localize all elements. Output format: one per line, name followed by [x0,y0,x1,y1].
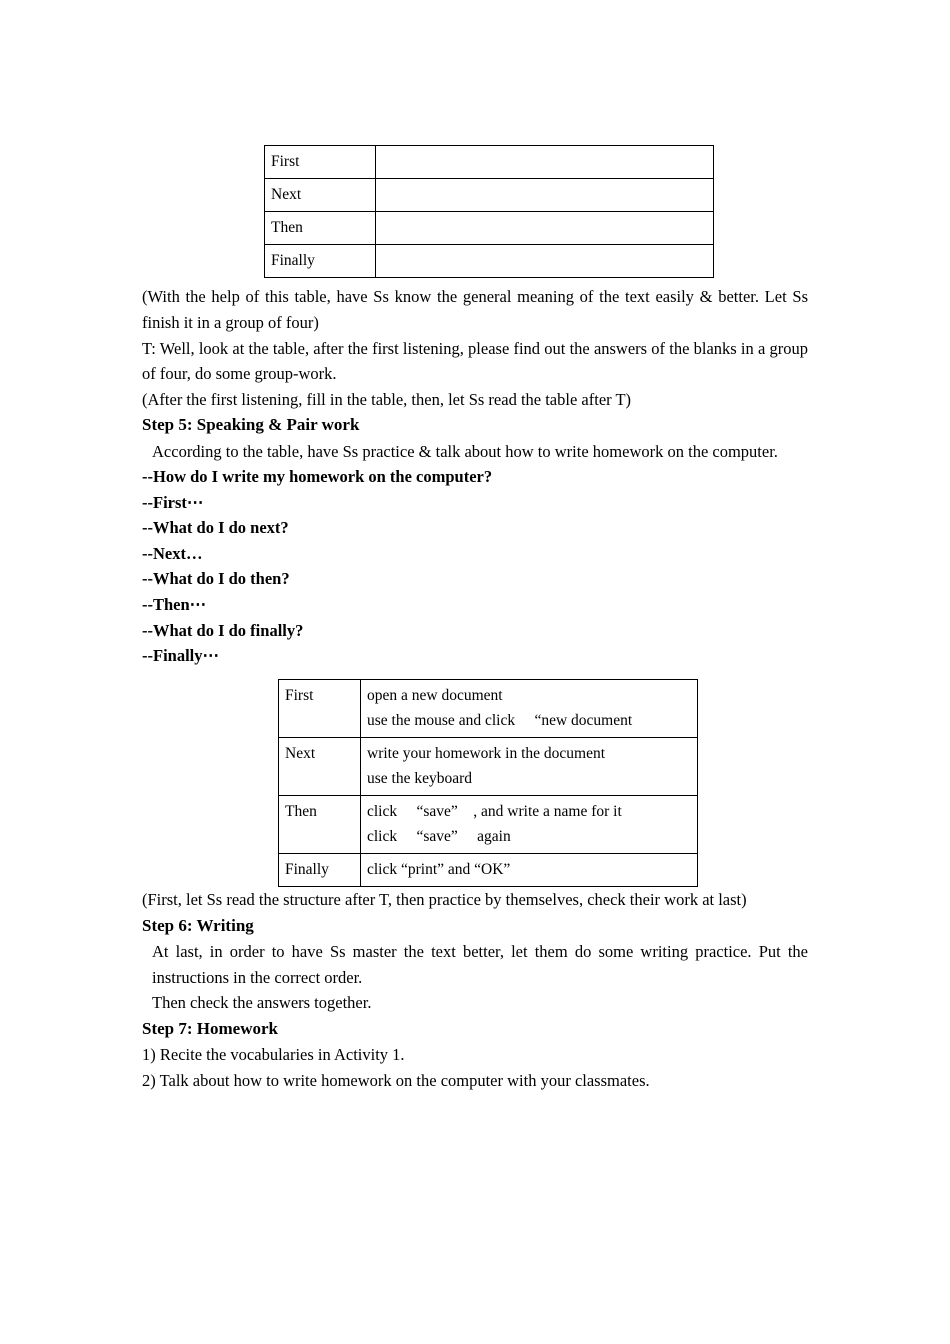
table-cell-line: use the mouse and click “new document [367,711,633,729]
dialogue-line: --How do I write my homework on the computer? [142,467,493,487]
spacer [142,669,808,679]
table-cell-line: click “save” again [367,828,511,846]
step-5-heading: Step 5: Speaking & Pair work [142,415,360,435]
dialogue-line: --First⋯ [142,492,204,512]
table-cell-line: click “save” , and write a name for it [367,803,622,821]
table-cell-label: Then [265,212,376,245]
teacher-prompt-paragraph: T: Well, look at the table, after the first listening, please find out the answers of the blanks in a group of four, do some group-work. [142,338,808,384]
table-cell-line: open a new document [367,686,503,704]
document-content [142,145,808,1093]
note-paragraph-2: (After the first listening, fill in the table, then, let Ss read the table after T) [142,389,632,409]
dialogue-line: --Finally⋯ [142,646,219,666]
table-row [265,212,714,245]
table-cell-label: Next [279,737,361,795]
dialogue-line: --What do I do next? [142,518,289,538]
table-row [279,737,698,795]
table-row [279,679,698,737]
table-cell-label: Then [279,796,361,854]
step-7-heading: Step 7: Homework [142,1019,278,1039]
dialogue-line: --What do I do finally? [142,620,304,640]
table-row [279,854,698,887]
sequence-outline-blank-table [264,145,714,278]
note-paragraph-1: (With the help of this table, have Ss know the general meaning of the text easily & better. Let Ss finish it in a group of four) [142,287,808,332]
note-paragraph-3: (First, let Ss read the structure after T, then practice by themselves, check their work at last) [142,890,747,910]
table-cell-value [361,679,698,737]
table-cell-label: Next [265,179,376,212]
table-row [265,179,714,212]
table-cell-label: First [279,679,361,737]
table-row [265,245,714,278]
step-6-body-1: At last, in order to have Ss master the text better, let them do some writing practice. Put the instructions in the correct order. [152,942,808,987]
table-cell-value [376,245,714,278]
sequence-outline-answers-table [278,679,698,888]
step-5-intro: According to the table, have Ss practice & talk about how to write homework on the computer. [152,441,778,461]
table-cell-line: use the keyboard [367,769,473,787]
table-row [279,796,698,854]
homework-item: 1) Recite the vocabularies in Activity 1. [142,1045,405,1065]
step-6-body-2: Then check the answers together. [152,993,372,1013]
table-cell-value [376,146,714,179]
table-cell-line: write your homework in the document [367,744,606,762]
table-cell-label: Finally [265,245,376,278]
dialogue-line: --Then⋯ [142,594,207,614]
homework-item: 2) Talk about how to write homework on the computer with your classmates. [142,1070,650,1090]
table-cell-value [361,854,698,887]
step-6-heading: Step 6: Writing [142,915,254,935]
table-row [265,146,714,179]
dialogue-line: --Next… [142,543,203,563]
table-cell-value [376,212,714,245]
table-cell-label: Finally [279,854,361,887]
table-cell-label: First [265,146,376,179]
table-cell-value [376,179,714,212]
table-cell-line: click “print” and “OK” [367,861,511,879]
dialogue-line: --What do I do then? [142,569,290,589]
table-cell-value [361,737,698,795]
table-cell-value [361,796,698,854]
